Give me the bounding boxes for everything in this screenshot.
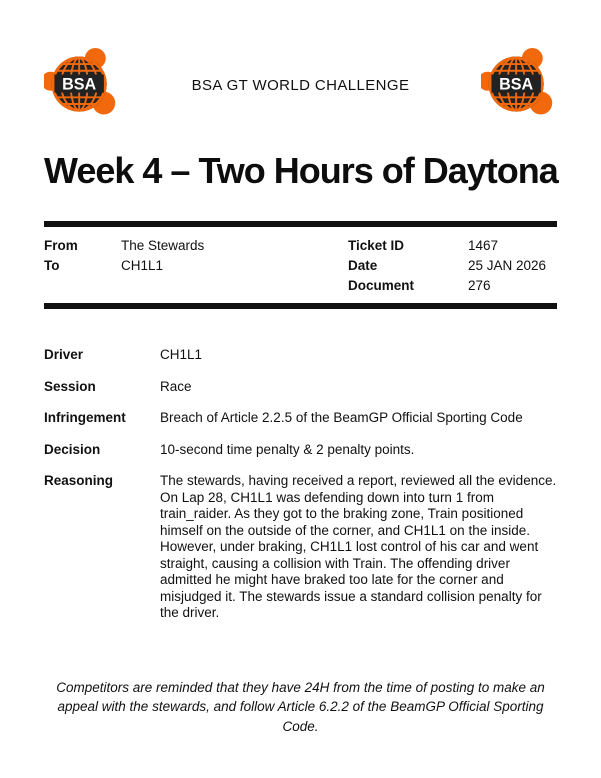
bsa-globe-logo-right (481, 46, 557, 124)
detail-row-session (44, 379, 557, 396)
detail-label: Driver (44, 347, 84, 362)
league-title: BSA GT WORLD CHALLENGE (191, 76, 410, 94)
detail-value: Race (160, 378, 192, 394)
logo-text: BSA (499, 75, 534, 94)
globe-icon (52, 57, 107, 112)
page-title: Week 4 – Two Hours of Daytona (44, 150, 558, 191)
detail-row-infringement (44, 410, 557, 427)
meta-row-to (44, 256, 348, 276)
detail-value: CH1L1 (160, 347, 203, 362)
meta-value: The Stewards (121, 238, 205, 253)
meta-column-left (44, 236, 348, 296)
meta-value: 1467 (468, 238, 499, 253)
meta-label: From (44, 238, 78, 253)
detail-label: Reasoning (44, 473, 114, 488)
detail-value: 10-second time penalty & 2 penalty points. (160, 441, 415, 457)
meta-label: To (44, 258, 60, 273)
meta-row-document (348, 276, 557, 296)
bsa-globe-logo-left (44, 46, 120, 124)
logo-text: BSA (62, 75, 97, 94)
meta-value: CH1L1 (121, 258, 164, 273)
masthead (44, 46, 557, 124)
detail-row-driver (44, 347, 557, 364)
meta-table (44, 221, 557, 309)
meta-value: 276 (468, 278, 491, 293)
meta-label: Document (348, 278, 415, 293)
meta-value: 25 JAN 2026 (468, 258, 547, 273)
detail-value: Breach of Article 2.2.5 of the BeamGP Official Sporting Code (160, 410, 523, 425)
details-section (44, 347, 557, 622)
meta-label: Date (348, 258, 378, 273)
detail-row-reasoning (44, 473, 557, 622)
meta-row-date (348, 256, 557, 276)
meta-row-ticket-id (348, 236, 557, 256)
detail-row-decision (44, 442, 557, 459)
globe-icon (489, 57, 544, 112)
detail-label: Decision (44, 441, 101, 457)
meta-label: Ticket ID (348, 238, 405, 253)
meta-row-from (44, 236, 348, 256)
appeal-notice: Competitors are reminded that they have 24H from the time of posting to make an appeal with the stewards, and follow Article 6.2.2 of the BeamGP Official Sporting Code. (56, 679, 545, 734)
detail-label: Session (44, 378, 96, 394)
detail-value: The stewards, having received a report, reviewed all the evidence. On Lap 28, CH1L1 was defending down into turn 1 from train_raider. As they got to the braking zone, Train positioned himself on the outside of the corner, and CH1L1 on the inside. However, under braking, CH1L1 lost control of his car and went straight, causing a collision with Train. The offending driver admitted he might have braked too late for the corner and misjudged it. The stewards issue a standard collision penalty for the driver. (160, 473, 557, 620)
detail-label: Infringement (44, 410, 126, 425)
meta-column-right (348, 236, 557, 296)
